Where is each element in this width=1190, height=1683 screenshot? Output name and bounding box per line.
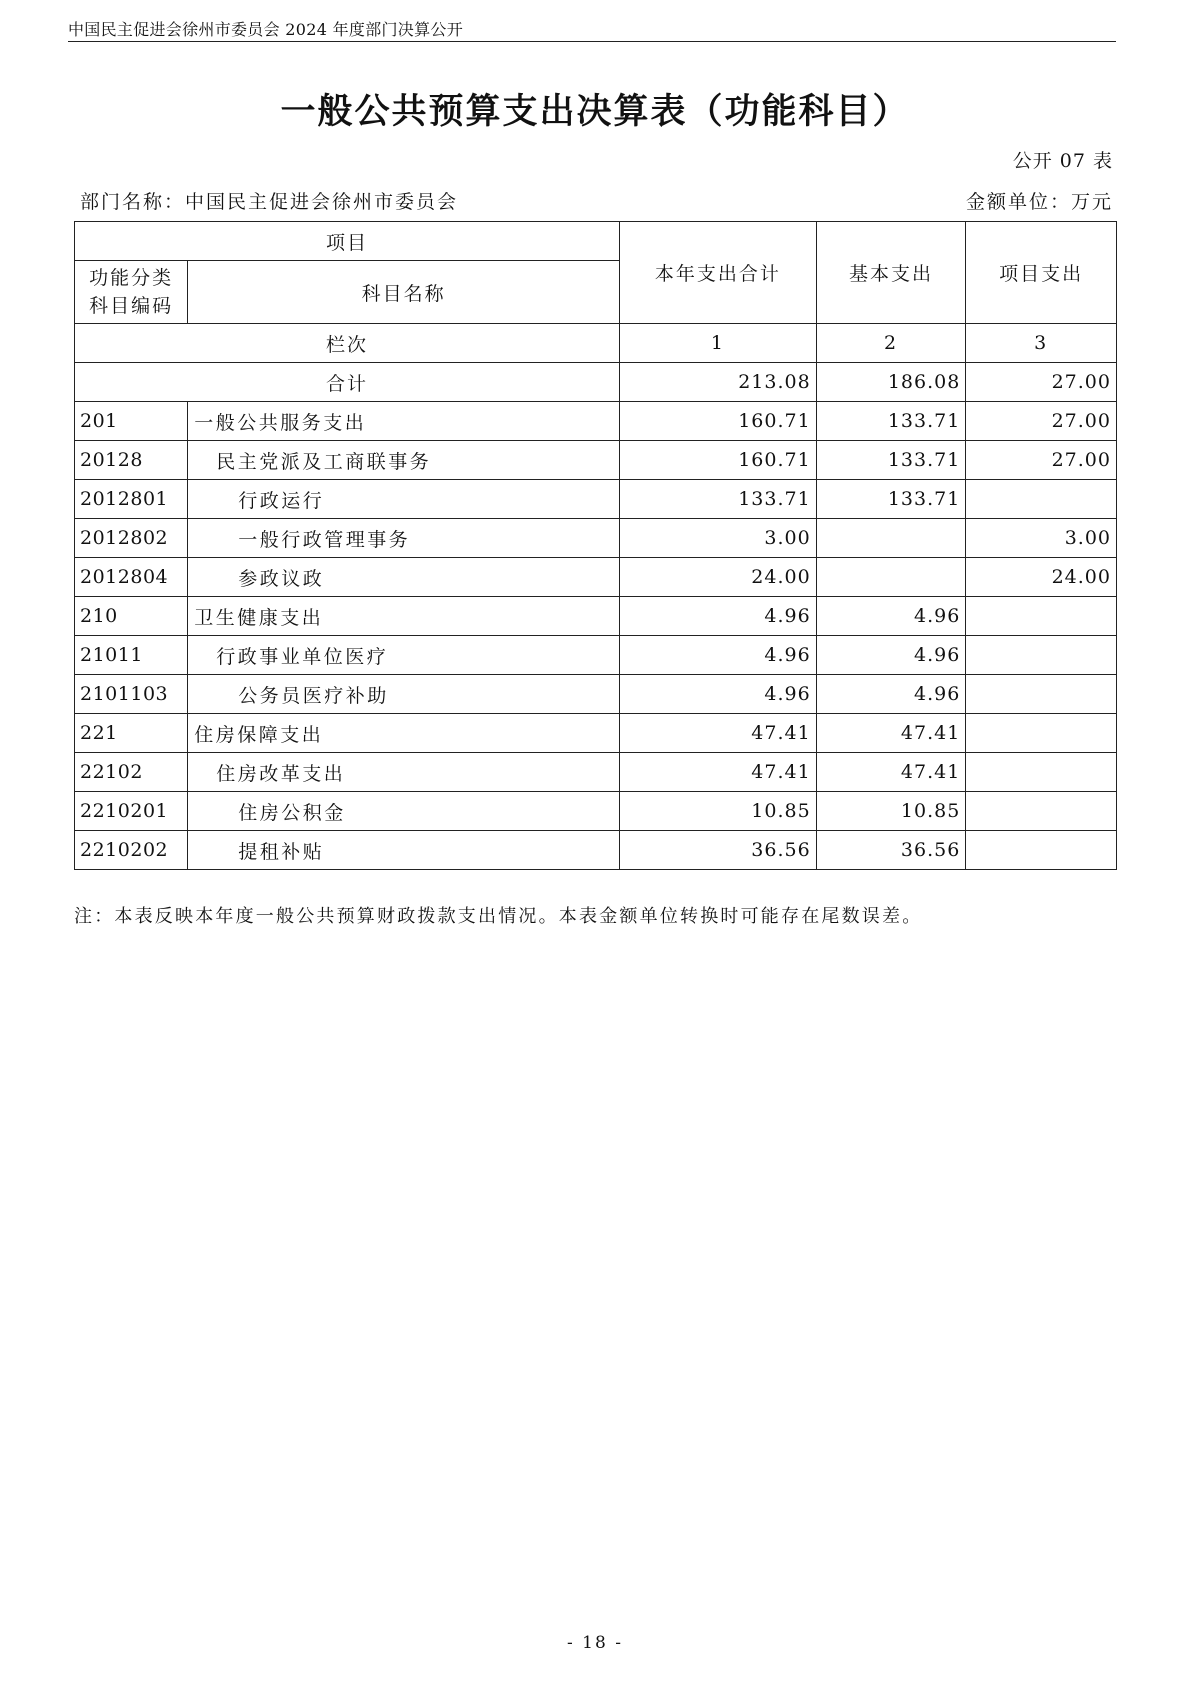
row-total: 47.41 bbox=[620, 753, 817, 792]
summary-label: 合计 bbox=[75, 363, 620, 402]
header-basic: 基本支出 bbox=[816, 222, 966, 324]
row-total: 160.71 bbox=[620, 441, 817, 480]
row-name: 提租补贴 bbox=[188, 831, 620, 870]
row-code: 20128 bbox=[75, 441, 188, 480]
summary-basic: 186.08 bbox=[816, 363, 966, 402]
row-total: 3.00 bbox=[620, 519, 817, 558]
header-code: 功能分类科目编码 bbox=[75, 261, 188, 324]
summary-project: 27.00 bbox=[966, 363, 1117, 402]
footnote: 注：本表反映本年度一般公共预算财政拨款支出情况。本表金额单位转换时可能存在尾数误差。 bbox=[74, 906, 923, 927]
row-code: 2012804 bbox=[75, 558, 188, 597]
row-project: 24.00 bbox=[966, 558, 1117, 597]
table-row bbox=[75, 636, 1117, 675]
table-row bbox=[75, 675, 1117, 714]
page-title: 一般公共预算支出决算表（功能科目） bbox=[280, 92, 910, 132]
row-project bbox=[966, 675, 1117, 714]
row-name: 一般公共服务支出 bbox=[188, 402, 620, 441]
row-project bbox=[966, 792, 1117, 831]
table-row bbox=[75, 714, 1117, 753]
row-basic bbox=[816, 519, 966, 558]
row-project bbox=[966, 636, 1117, 675]
row-code: 21011 bbox=[75, 636, 188, 675]
table-row bbox=[75, 441, 1117, 480]
row-total: 10.85 bbox=[620, 792, 817, 831]
table-row bbox=[75, 831, 1117, 870]
row-project: 3.00 bbox=[966, 519, 1117, 558]
row-name: 住房公积金 bbox=[188, 792, 620, 831]
row-name: 一般行政管理事务 bbox=[188, 519, 620, 558]
row-code: 210 bbox=[75, 597, 188, 636]
row-basic: 47.41 bbox=[816, 753, 966, 792]
table-row bbox=[75, 402, 1117, 441]
row-name: 民主党派及工商联事务 bbox=[188, 441, 620, 480]
column-index-row bbox=[75, 324, 1117, 363]
row-name: 住房保障支出 bbox=[188, 714, 620, 753]
row-basic: 133.71 bbox=[816, 402, 966, 441]
row-code: 2210202 bbox=[75, 831, 188, 870]
row-name: 参政议政 bbox=[188, 558, 620, 597]
row-basic: 4.96 bbox=[816, 597, 966, 636]
row-code: 2101103 bbox=[75, 675, 188, 714]
row-total: 47.41 bbox=[620, 714, 817, 753]
column-index-1: 1 bbox=[620, 324, 817, 363]
budget-table bbox=[74, 221, 1117, 870]
table-row bbox=[75, 753, 1117, 792]
row-basic: 4.96 bbox=[816, 636, 966, 675]
table-row bbox=[75, 480, 1117, 519]
row-project: 27.00 bbox=[966, 402, 1117, 441]
column-index-3: 3 bbox=[966, 324, 1117, 363]
row-basic: 133.71 bbox=[816, 441, 966, 480]
row-code: 221 bbox=[75, 714, 188, 753]
form-number: 公开 07 表 bbox=[1012, 150, 1113, 172]
row-total: 160.71 bbox=[620, 402, 817, 441]
row-basic: 4.96 bbox=[816, 675, 966, 714]
row-total: 4.96 bbox=[620, 636, 817, 675]
column-index-label: 栏次 bbox=[75, 324, 620, 363]
row-code: 201 bbox=[75, 402, 188, 441]
row-total: 36.56 bbox=[620, 831, 817, 870]
running-header: 中国民主促进会徐州市委员会 2024 年度部门决算公开 bbox=[68, 20, 463, 39]
row-name: 公务员医疗补助 bbox=[188, 675, 620, 714]
row-basic: 36.56 bbox=[816, 831, 966, 870]
page-number: - 18 - bbox=[567, 1633, 623, 1653]
header-total: 本年支出合计 bbox=[620, 222, 817, 324]
table-row bbox=[75, 558, 1117, 597]
table-row bbox=[75, 792, 1117, 831]
header-item: 项目 bbox=[75, 222, 620, 261]
row-total: 4.96 bbox=[620, 597, 817, 636]
row-total: 24.00 bbox=[620, 558, 817, 597]
row-code: 22102 bbox=[75, 753, 188, 792]
summary-total: 213.08 bbox=[620, 363, 817, 402]
row-basic: 10.85 bbox=[816, 792, 966, 831]
amount-unit: 金额单位：万元 bbox=[965, 191, 1113, 213]
row-project bbox=[966, 831, 1117, 870]
header-project: 项目支出 bbox=[966, 222, 1117, 324]
row-basic bbox=[816, 558, 966, 597]
row-total: 133.71 bbox=[620, 480, 817, 519]
row-code: 2012801 bbox=[75, 480, 188, 519]
row-project bbox=[966, 480, 1117, 519]
row-project bbox=[966, 753, 1117, 792]
row-name: 行政事业单位医疗 bbox=[188, 636, 620, 675]
row-project: 27.00 bbox=[966, 441, 1117, 480]
row-basic: 133.71 bbox=[816, 480, 966, 519]
header-row-item bbox=[75, 222, 1117, 261]
row-basic: 47.41 bbox=[816, 714, 966, 753]
header-name: 科目名称 bbox=[188, 261, 620, 324]
summary-row bbox=[75, 363, 1117, 402]
row-project bbox=[966, 597, 1117, 636]
row-code: 2210201 bbox=[75, 792, 188, 831]
department-name: 部门名称：中国民主促进会徐州市委员会 bbox=[80, 191, 459, 213]
row-code: 2012802 bbox=[75, 519, 188, 558]
column-index-2: 2 bbox=[816, 324, 966, 363]
row-name: 行政运行 bbox=[188, 480, 620, 519]
row-name: 卫生健康支出 bbox=[188, 597, 620, 636]
row-name: 住房改革支出 bbox=[188, 753, 620, 792]
row-project bbox=[966, 714, 1117, 753]
table-row bbox=[75, 597, 1117, 636]
header-rule bbox=[68, 41, 1116, 42]
row-total: 4.96 bbox=[620, 675, 817, 714]
table-row bbox=[75, 519, 1117, 558]
